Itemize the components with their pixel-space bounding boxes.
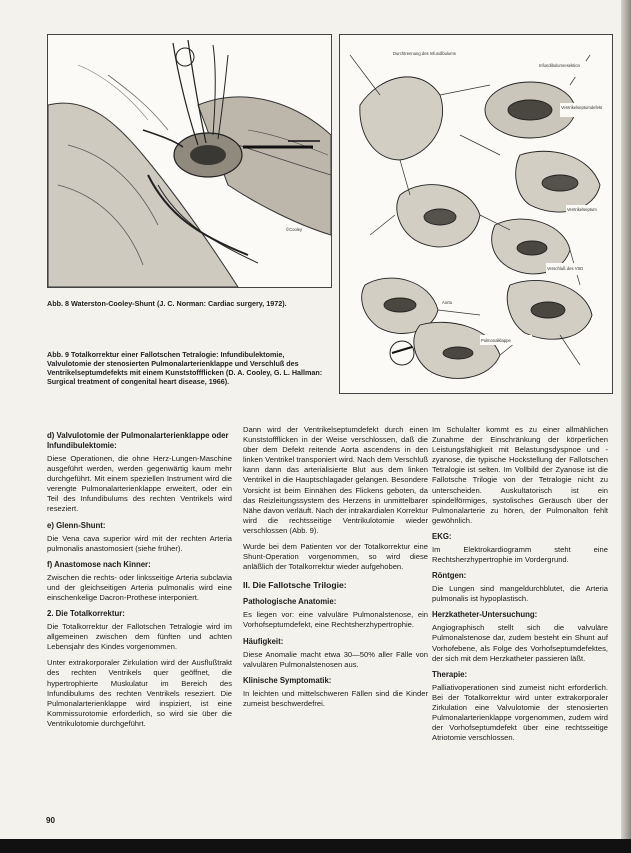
figure-9-illustration xyxy=(339,34,613,394)
heading-totalkorrektur: 2. Die Totalkorrektur: xyxy=(47,609,125,619)
paragraph-roentgen: Die Lungen sind mangeldurchblutet, die Arteria pulmonalis ist hypoplastisch. xyxy=(432,584,608,604)
paragraph-haeufigkeit: Diese Anomalie macht etwa 30—50% aller Fälle von valvulären Pulmonalstenosen aus. xyxy=(243,649,428,669)
heading-anastomose: f) Anastomose nach Kinner: xyxy=(47,559,151,569)
paragraph-valvulotomie: Diese Operationen, die ohne Herz-Lungen-Maschine ausgeführt werden, werden gegenwärtig kaum mehr durchgeführt. Mit einem speziellen Instrument wird die verengte Pulmonalarterienklappe erweitert, oder ein Teil des Infundibulums des rechten Ventrikels wird reseziert. xyxy=(47,454,232,514)
heading-fallot-trilogie: II. Die Fallotsche Trilogie: xyxy=(243,580,347,591)
figure-9-label: Verschluß des VSD xyxy=(547,266,584,271)
figure-9-label: Ventrikelseptum xyxy=(567,207,597,212)
page-bottom-edge xyxy=(0,839,631,853)
paragraph-ekg: Im Elektrokardiogramm steht eine Rechtsherzhypertrophie im Vordergrund. xyxy=(432,544,608,565)
paragraph-anastomose: Zwischen die rechts- oder linksseitige Arteria subclavia und der gleichseitigen Arteria pulmonalis wird eine einschenkelige Dacron-Prothese interponiert. xyxy=(47,572,232,602)
heading-valvulotomie: d) Valvulotomie der Pulmonalarterienklappe oder Infundibulektomie: xyxy=(47,431,229,450)
figure-8-caption: Abb. 8 Waterston-Cooley-Shunt (J. C. Norman: Cardiac surgery, 1972). xyxy=(47,299,287,308)
heading-herzkatheter: Herzkatheter-Untersuchung: xyxy=(432,610,538,620)
heading-ekg: EKG: xyxy=(432,531,452,541)
figure-9-label: Durchtrennung des Infundibulums xyxy=(393,51,456,56)
heading-therapie: Therapie: xyxy=(432,669,468,679)
heading-haeufigkeit: Häufigkeit: xyxy=(243,636,284,646)
paragraph-vsd-verschluss: Dann wird der Ventrikelseptumdefekt durch einen Kunststoffflicken in der Weise verschlossen, daß die über dem Defekt reitende Aorta ascendens in den linken Ventrikel transponiert wird. Nach dem Verschluß kann dann das arterialisierte Blut aus dem linken Ventrikel in die Hauptschlagader gelangen. Besondere Vorsicht ist beim Einnähen des Flickens geboten, da das Reizleitungssystem des Herzens in unmittelbarer Nähe davon verläuft. Nach der intrakardialen Korrektur wird die rechtsseitige Ventrikulotomie wieder verschlossen (Abb. 9). xyxy=(243,425,428,535)
text-column-1 xyxy=(47,425,232,735)
figure-9-label: Pulmonalklappe xyxy=(481,338,511,343)
text-column-2 xyxy=(243,425,428,715)
heading-glenn-shunt: e) Glenn-Shunt: xyxy=(47,520,106,530)
figure-9-label: Ventrikelseptumdefekt xyxy=(561,105,603,110)
page-edge-shadow xyxy=(621,0,631,853)
heading-pathologische-anatomie: Pathologische Anatomie: xyxy=(243,597,337,607)
figure-8-illustration xyxy=(47,34,332,288)
paragraph-therapie: Palliativoperationen sind zumeist nicht erforderlich. Bei der Totalkorrektur wird unter extrakorporaler Zirkulation eine Valvulotomie der stenosierten Pulmonalarterienklappe vorgenommen, zudem wird der Vorhofseptumdefekt über eine rechtsseitige Atriotomie verschlossen. xyxy=(432,682,608,743)
figure-9-label: Aorta xyxy=(442,300,453,305)
paragraph-pathologische-anatomie: Es liegen vor: eine valvuläre Pulmonalstenose, ein Vorhofseptumdefekt, eine Rechtsherzhypertrophie. xyxy=(243,610,428,630)
paragraph-totalkorrektur-2: Unter extrakorporaler Zirkulation wird der Ausflußtrakt des rechten Ventrikels quer geöffnet, die hypertrophierte Muskulatur im Bereich des Infundibulums des rechten Ventrikels reseziert. Die Pulmonalarterienklappe wird inspiziert, ist eine Kommissurotomie erforderlich, so wird sie über die Ventrikulotomie durchgeführt. xyxy=(47,658,232,728)
paragraph-herzkatheter: Angiographisch stellt sich die valvuläre Pulmonalstenose dar, zudem besteht ein Shunt auf Vorhofebene, als Folge des Vorhofseptumdefektes, der sich mit dem Herzkatheter passieren läßt. xyxy=(432,623,608,663)
figure-8-signature: ©Cooley xyxy=(286,227,303,232)
figure-9-label: Infundibulumresektion xyxy=(539,63,580,68)
heading-roentgen: Röntgen: xyxy=(432,571,467,581)
paragraph-totalkorrektur-1: Die Totalkorrektur der Fallotschen Tetralogie wird im allgemeinen zwischen dem fünften und achten Lebensjahr des Kindes vorgenommen. xyxy=(47,622,232,652)
paragraph-glenn-shunt: Die Vena cava superior wird mit der rechten Arteria pulmonalis anastomosiert (siehe früher). xyxy=(47,533,232,553)
heading-klinische-symptomatik: Klinische Symptomatik: xyxy=(243,675,332,685)
text-column-3 xyxy=(432,425,608,749)
page-number: 90 xyxy=(46,816,55,825)
paragraph-shunt-aufhebung: Wurde bei dem Patienten vor der Totalkorrektur eine Shunt-Operation vorgenommen, so wird diese anläßlich der Totalkorrektur wieder aufgehoben. xyxy=(243,542,428,572)
paragraph-klinische-symptomatik: In leichten und mittelschweren Fällen sind die Kinder zumeist beschwerdefrei. xyxy=(243,688,428,708)
figure-9-caption: Abb. 9 Totalkorrektur einer Fallotschen Tetralogie: Infundibulektomie, Valvulotomie der stenosierten Pulmonalarterienklappe und Verschluß des Ventrikelseptumdefekts mit einem Kunststoffflicken (D. A. Cooley, G. L. Hallman: Surgical treatment of congenital heart disease, 1966). xyxy=(47,350,323,386)
paragraph-schulalter: Im Schulalter kommt es zu einer allmählichen Zunahme der Einschränkung der körperlichen Leistungsfähigkeit mit Belastungsdyspnoe und -zyanose, die typische Hockstellung der Fallotschen Tetralogie ist selten. Im Vollbild der Zyanose ist die Fallotsche Trilogie von der Tetralogie nicht zu unterscheiden. Auskultatorisch ist ein spindelförmiges, systolisches Geräusch über der Pulmonalarterie zu hören, der Pulmonalton fehlt gewöhnlich. xyxy=(432,425,608,525)
